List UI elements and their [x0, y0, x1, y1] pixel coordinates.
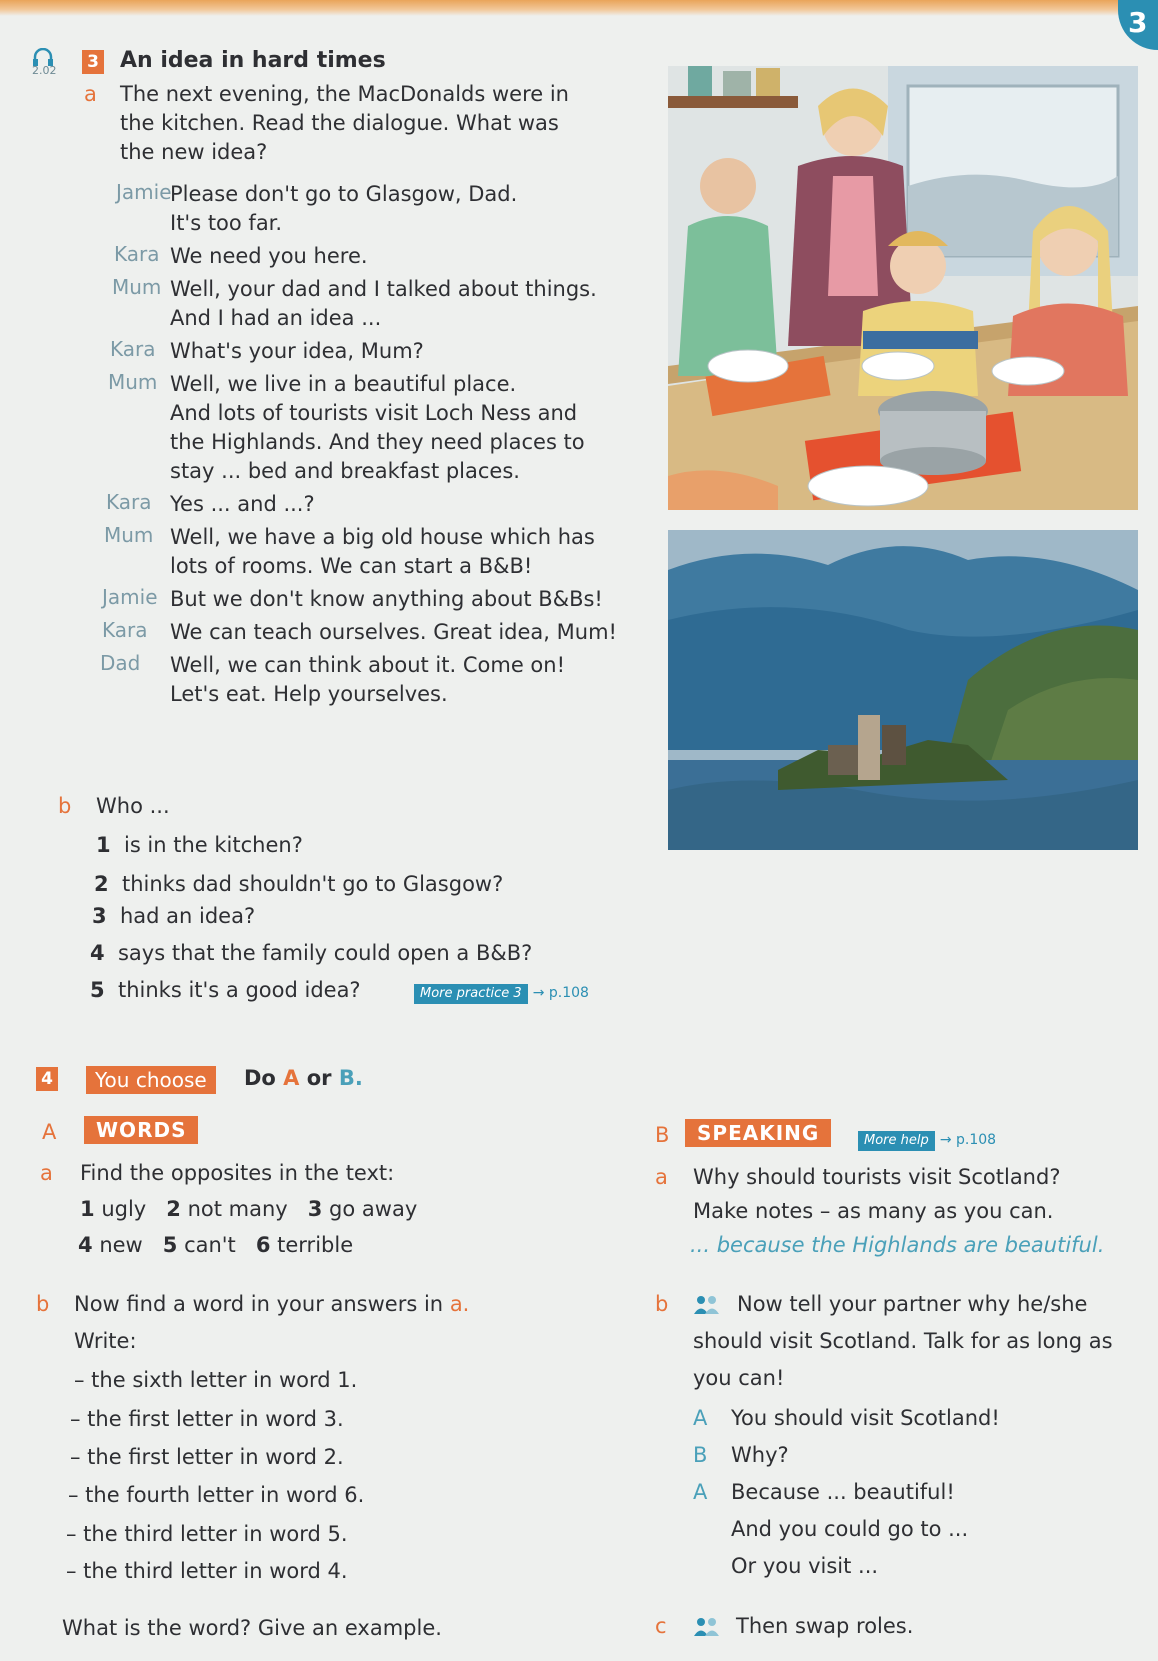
- word-number: 4: [78, 1233, 93, 1257]
- step-line: – the first letter in word 3.: [70, 1407, 344, 1431]
- speaker-label: Dad: [100, 651, 141, 675]
- dialogue-line: But we don't know anything about B&Bs!: [170, 587, 603, 611]
- instruction-line: Make notes – as many as you can.: [693, 1199, 1054, 1223]
- instruction-line: you can!: [693, 1366, 785, 1390]
- col-b-b-letter: b: [655, 1292, 669, 1316]
- more-practice-link[interactable]: [414, 982, 589, 1004]
- model-line: [693, 1478, 1000, 1515]
- word-number: 2: [166, 1197, 181, 1221]
- dialogue-line: Well, we can think about it. Come on!: [170, 653, 565, 677]
- speaking-badge: SPEAKING: [685, 1119, 831, 1147]
- ex3b-title: Who ...: [96, 794, 170, 818]
- question-number: 4: [90, 941, 105, 965]
- word: ugly: [101, 1197, 147, 1221]
- dialogue-turn: [100, 242, 620, 271]
- dialogue-line: Well, your dad and I talked about things.: [170, 277, 597, 301]
- word-number: 5: [162, 1233, 178, 1257]
- track-number: 2.02: [32, 64, 57, 77]
- dialogue-line: Well, we live in a beautiful place.: [170, 372, 517, 396]
- speaker-label: Kara: [106, 490, 152, 514]
- question-number: 5: [90, 978, 105, 1002]
- dialogue-line: We need you here.: [170, 244, 368, 268]
- col-a-letter: A: [42, 1120, 57, 1144]
- col-b-a-letter: a: [655, 1165, 668, 1189]
- dialogue-line: Well, we have a big old house which has: [170, 525, 595, 549]
- col-b-c-letter: c: [655, 1614, 667, 1638]
- question-row: [94, 870, 503, 899]
- col-a-b-letter: b: [36, 1292, 50, 1316]
- model-speaker: A: [693, 1480, 708, 1504]
- word: can't: [184, 1233, 236, 1257]
- col-b-b-text: [693, 1290, 1113, 1393]
- step-line: – the sixth letter in word 1.: [74, 1368, 358, 1392]
- page-ref: → p.108: [532, 985, 589, 1001]
- word-number: 3: [307, 1197, 323, 1221]
- final-question: What is the word? Give an example.: [62, 1616, 442, 1640]
- dialogue-turn: [100, 585, 620, 614]
- speaker-label: Mum: [108, 370, 158, 394]
- word: terrible: [277, 1233, 354, 1257]
- more-help-badge[interactable]: More help: [858, 1131, 935, 1151]
- col-b-letter: B: [655, 1123, 670, 1147]
- instruction-line: should visit Scotland. Talk for as long as: [693, 1329, 1113, 1353]
- model-line: [693, 1552, 1000, 1589]
- instruction-line: the kitchen. Read the dialogue. What was: [120, 111, 559, 135]
- model-speaker: [693, 1552, 731, 1589]
- more-practice-badge[interactable]: More practice 3: [414, 984, 528, 1004]
- page-ref: → p.108: [939, 1132, 997, 1148]
- dialogue-turn: [100, 618, 620, 647]
- speaker-label: Mum: [112, 275, 162, 299]
- col-a-a-text: Find the opposites in the text:: [80, 1161, 395, 1185]
- speaker-label: Kara: [110, 337, 156, 361]
- write-label: Write:: [74, 1329, 137, 1353]
- dialogue-line: stay ... bed and breakfast places.: [170, 459, 520, 483]
- word: new: [99, 1233, 143, 1257]
- ex3b-letter: b: [58, 794, 72, 818]
- kitchen-illustration: [668, 66, 1138, 510]
- model-line: [693, 1441, 1000, 1478]
- question-row: [90, 939, 532, 968]
- ex4-number: 4: [36, 1067, 58, 1091]
- instruction-line: Now tell your partner why he/she: [737, 1292, 1088, 1316]
- question-number: 2: [94, 872, 109, 896]
- speaker-label: Jamie: [116, 180, 172, 204]
- dialogue-line: the Highlands. And they need places to: [170, 430, 585, 454]
- ex3-number: 3: [82, 50, 104, 74]
- dialogue-turn: [100, 370, 620, 486]
- dialogue-turn: [100, 275, 620, 333]
- dialogue-line: Yes ... and ...?: [170, 492, 315, 516]
- model-line: [693, 1404, 1000, 1441]
- instruction-line: Why should tourists visit Scotland?: [693, 1165, 1061, 1189]
- dialogue-line: Please don't go to Glasgow, Dad.: [170, 182, 518, 206]
- model-speaker: A: [693, 1406, 708, 1430]
- step-line: – the third letter in word 5.: [66, 1522, 348, 1546]
- dialogue-line: And I had an idea ...: [170, 306, 382, 330]
- question-row: [90, 976, 361, 1005]
- col-a-a-letter: a: [40, 1161, 53, 1185]
- model-line: [693, 1515, 1000, 1552]
- b-text: Now find a word in your answers in: [74, 1292, 444, 1316]
- dialogue-turn: [100, 523, 620, 581]
- step-line: – the fourth letter in word 6.: [68, 1483, 365, 1507]
- question-text: had an idea?: [119, 904, 256, 928]
- dialogue-line: And lots of tourists visit Loch Ness and: [170, 401, 578, 425]
- ex3a-letter: a: [84, 82, 97, 106]
- question-number: 1: [96, 833, 111, 857]
- question-number: 3: [92, 904, 107, 928]
- speaker-label: Jamie: [102, 585, 158, 609]
- ex3a-instruction: [120, 80, 590, 167]
- ex3-title: An idea in hard times: [120, 48, 386, 73]
- word-number: 1: [80, 1197, 95, 1221]
- unit-tab: [1118, 0, 1158, 50]
- words-badge: WORDS: [84, 1116, 198, 1144]
- speaker-label: Mum: [104, 523, 154, 547]
- model-text: Or you visit ...: [731, 1554, 879, 1578]
- question-row: [96, 831, 303, 860]
- model-speaker: B: [693, 1443, 708, 1467]
- word: not many: [187, 1197, 288, 1221]
- step-line: – the third letter in word 4.: [66, 1559, 348, 1583]
- ex4-instruction: [244, 1066, 363, 1090]
- option-b-ref: B.: [338, 1066, 363, 1090]
- do-word: Do: [244, 1066, 276, 1090]
- unit-number: 3: [1128, 6, 1148, 39]
- dialogue-line: Let's eat. Help yourselves.: [170, 682, 448, 706]
- question-row: [92, 902, 255, 931]
- model-speaker: [693, 1515, 731, 1552]
- example-answer: ... because the Highlands are beautiful.: [690, 1233, 1105, 1257]
- dialogue-turn: [100, 337, 620, 366]
- model-text: And you could go to ...: [731, 1517, 969, 1541]
- dialogue-line: lots of rooms. We can start a B&B!: [170, 554, 533, 578]
- model-text: You should visit Scotland!: [731, 1406, 1000, 1430]
- model-dialogue: [693, 1404, 1000, 1589]
- question-text: thinks it's a good idea?: [117, 978, 361, 1002]
- dialogue-turn: [100, 651, 620, 709]
- pair-work-icon: [693, 1617, 721, 1637]
- option-a-ref: A: [283, 1066, 300, 1090]
- col-b-a-text: [690, 1163, 1105, 1260]
- model-text: Because ... beautiful!: [731, 1480, 955, 1504]
- model-text: Why?: [731, 1443, 789, 1467]
- col-a-b-text: [74, 1290, 469, 1319]
- question-text: is in the kitchen?: [123, 833, 303, 857]
- dialogue-line: It's too far.: [170, 211, 283, 235]
- word-number: 6: [255, 1233, 271, 1257]
- dialogue-turn: [100, 490, 620, 519]
- audio-track: [32, 48, 74, 77]
- loch-ness-photo: [668, 530, 1138, 850]
- instruction-line: The next evening, the MacDonalds were in: [120, 82, 569, 106]
- more-help-link[interactable]: [858, 1129, 996, 1151]
- speaker-label: Kara: [102, 618, 148, 642]
- you-choose-badge: You choose: [86, 1066, 216, 1094]
- dialogue-line: We can teach ourselves. Great idea, Mum!: [170, 620, 617, 644]
- question-text: thinks dad shouldn't go to Glasgow?: [121, 872, 504, 896]
- dialogue: [100, 180, 620, 713]
- dialogue-line: What's your idea, Mum?: [170, 339, 424, 363]
- question-text: says that the family could open a B&B?: [117, 941, 533, 965]
- top-band: [0, 0, 1158, 16]
- speaker-label: Kara: [114, 242, 160, 266]
- instruction-line: the new idea?: [120, 140, 268, 164]
- b-ref: a.: [449, 1292, 470, 1316]
- word: go away: [329, 1197, 418, 1221]
- step-line: – the first letter in word 2.: [70, 1445, 344, 1469]
- opposites-row-2: [78, 1231, 353, 1260]
- col-b-c-text: Then swap roles.: [736, 1614, 914, 1638]
- or-word: or: [306, 1066, 332, 1090]
- opposites-row-1: [80, 1195, 417, 1224]
- dialogue-turn: [100, 180, 620, 238]
